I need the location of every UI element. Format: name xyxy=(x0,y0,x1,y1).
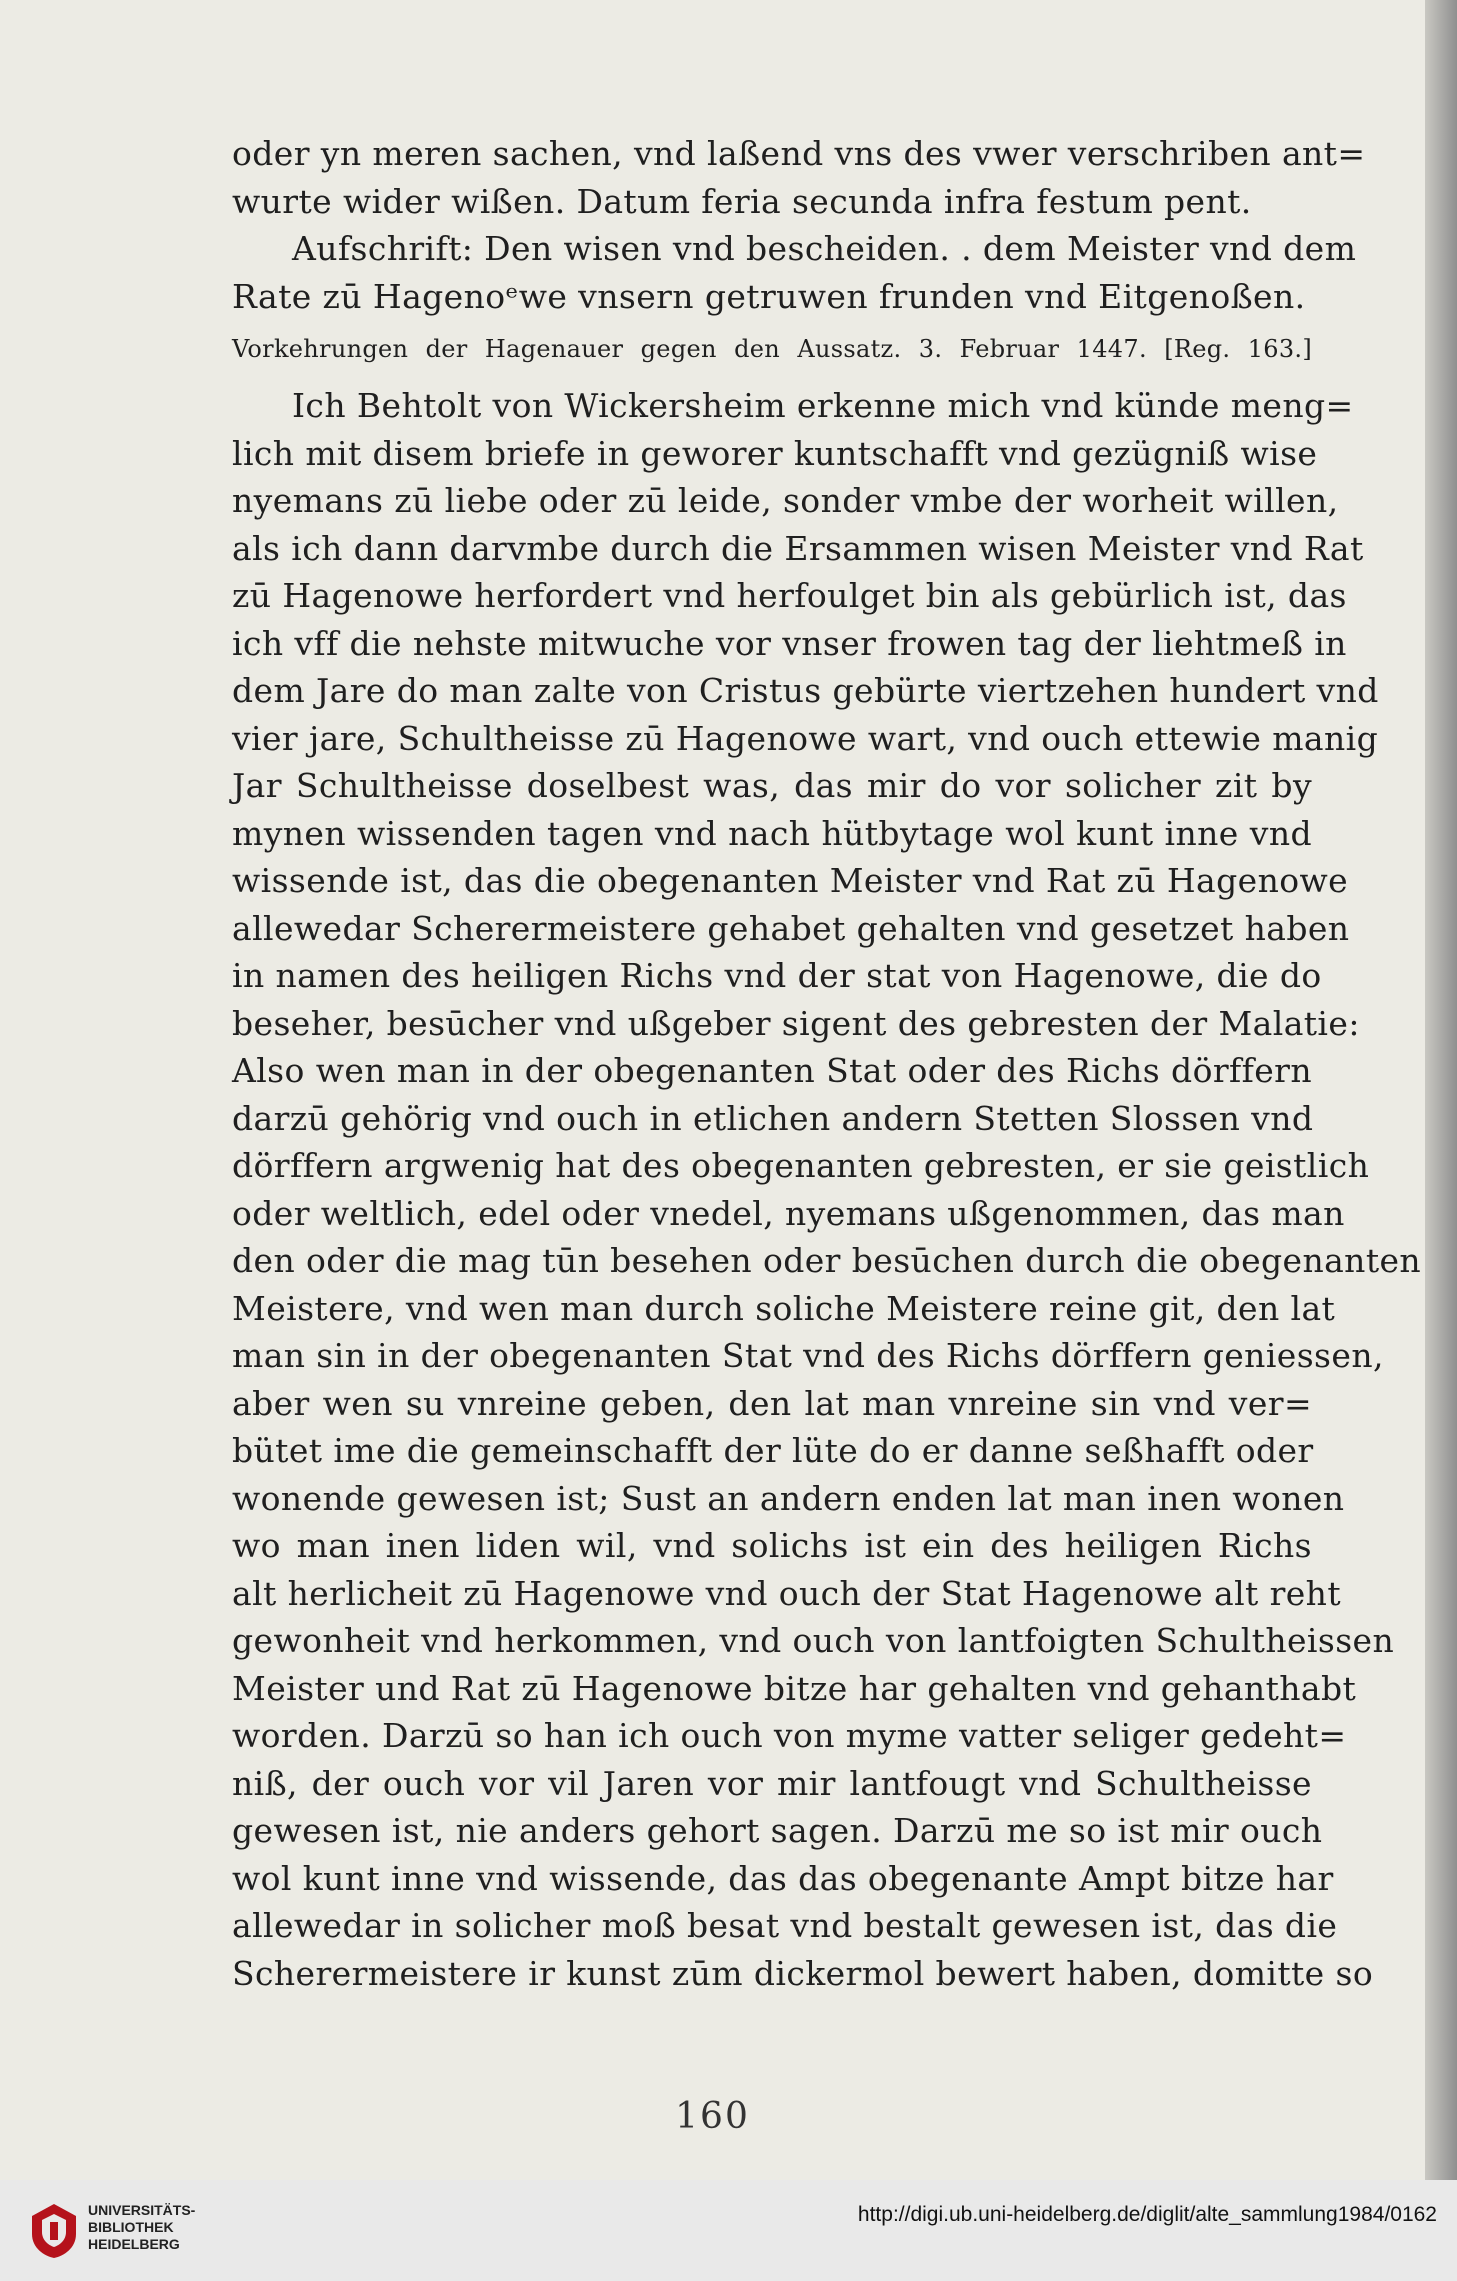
text-line: wissende ist, das die obegenanten Meister vnd Rat zū Hagenowe xyxy=(232,861,1349,900)
text-line: mynen wissenden tagen vnd nach hütbytage wol kunt inne vnd xyxy=(232,813,1312,853)
library-name-line: BIBLIOTHEK xyxy=(88,2219,174,2235)
text-line: wurte wider wißen. Datum feria secunda infra festum pent. xyxy=(232,181,1252,221)
paragraph-address xyxy=(232,225,1357,320)
text-line: den oder die mag tūn besehen oder besūchen durch die obegenanten xyxy=(232,1241,1422,1280)
text-line: bütet ime die gemeinschafft der lüte do er danne seßhafft oder xyxy=(232,1431,1314,1470)
text-line: Aufschrift: Den wisen vnd bescheiden. . dem Meister vnd dem xyxy=(292,229,1357,268)
text-line: vier jare, Schultheisse zū Hagenowe wart, vnd ouch ettewie manig xyxy=(232,718,1379,758)
text-line: in namen des heiligen Richs vnd der stat von Hagenowe, die do xyxy=(232,956,1322,995)
text-line: alt herlicheit zū Hagenowe vnd ouch der Stat Hagenowe alt reht xyxy=(232,1573,1341,1613)
text-line: Meistere, vnd wen man durch soliche Meistere reine git, den lat xyxy=(232,1288,1336,1328)
text-line: gewesen ist, nie anders gehort sagen. Darzū me so ist mir ouch xyxy=(232,1811,1323,1850)
paragraph-body xyxy=(232,382,1422,1997)
text-line: niß, der ouch vor vil Jaren vor mir lantfougt vnd Schultheisse xyxy=(232,1763,1312,1803)
text-line: ich vff die nehste mitwuche vor vnser frowen tag der liehtmeß in xyxy=(232,623,1347,663)
paragraph-closing xyxy=(232,130,1366,225)
text-line: dem Jare do man zalte von Cristus gebürte viertzehen hundert vnd xyxy=(232,671,1379,710)
show-through-text xyxy=(300,55,1320,88)
text-line: nyemans zū liebe oder zū leide, sonder vmbe der worheit willen, xyxy=(232,481,1339,520)
text-line: oder weltlich, edel oder vnedel, nyemans ußgenommen, das man xyxy=(232,1193,1345,1233)
text-line: als ich dann darvmbe durch die Ersammen wisen Meister vnd Rat xyxy=(232,528,1364,568)
page-edge-shadow xyxy=(1425,0,1457,2180)
text-line: allewedar Scherermeistere gehabet gehalten vnd gesetzet haben xyxy=(232,908,1350,948)
text-line: worden. Darzū so han ich ouch von myme vatter seliger gedeht= xyxy=(232,1716,1347,1755)
text-line: Jar Schultheisse doselbest was, das mir do vor solicher zit by xyxy=(232,766,1312,805)
page-number: 160 xyxy=(675,2096,750,2137)
source-url-link[interactable]: http://digi.ub.uni-heidelberg.de/diglit/alte_sammlung1984/0162 xyxy=(857,2203,1437,2226)
library-name-line: HEIDELBERG xyxy=(88,2236,180,2252)
text-line: lich mit disem briefe in geworer kuntschafft vnd gezügniß wise xyxy=(232,433,1318,473)
text-line: man sin in der obegenanten Stat vnd des Richs dörffern geniessen, xyxy=(232,1336,1384,1375)
text-line: Also wen man in der obegenanten Stat oder des Richs dörffern xyxy=(232,1051,1312,1090)
text-line: wo man inen liden wil, vnd solichs ist ein des heiligen Richs xyxy=(232,1526,1312,1565)
text-line: aber wen su vnreine geben, den lat man vnreine sin vnd ver= xyxy=(232,1383,1312,1423)
text-line: gewonheit vnd herkommen, vnd ouch von lantfoigten Schultheissen xyxy=(232,1621,1395,1660)
text-line: wonende gewesen ist; Sust an andern enden lat man inen wonen xyxy=(232,1478,1345,1518)
library-name-line: UNIVERSITÄTS- xyxy=(88,2202,196,2218)
text-line: Scherermeistere ir kunst zūm dickermol bewert haben, domitte so xyxy=(232,1953,1374,1993)
text-line: Ich Behtolt von Wickersheim erkenne mich vnd künde meng= xyxy=(292,386,1354,425)
text-line: Meister und Rat zū Hagenowe bitze har gehalten vnd gehanthabt xyxy=(232,1668,1357,1708)
text-line: dörffern argwenig hat des obegenanten gebresten, er sie geistlich xyxy=(232,1146,1370,1185)
text-line: darzū gehörig vnd ouch in etlichen andern Stetten Slossen vnd xyxy=(232,1098,1314,1138)
text-line: Rate zū Hagenoᵉwe vnsern getruwen frunden vnd Eitgenoßen. xyxy=(232,276,1306,316)
footer-bar xyxy=(0,2180,1457,2281)
text-line: beseher, besūcher vnd ußgeber sigent des gebresten der Malatie: xyxy=(232,1003,1360,1043)
text-line: allewedar in solicher moß besat vnd bestalt gewesen ist, das die xyxy=(232,1906,1338,1945)
library-name xyxy=(88,2202,195,2253)
section-heading: Vorkehrungen der Hagenauer gegen den Aussatz. 3. Februar 1447. [Reg. 163.] xyxy=(232,335,1312,363)
text-line: zū Hagenowe herfordert vnd herfoulget bin als gebürlich ist, das xyxy=(232,576,1347,615)
library-logo-icon xyxy=(28,2202,80,2260)
page-text xyxy=(232,130,1422,1997)
text-line: oder yn meren sachen, vnd laßend vns des vwer verschriben ant= xyxy=(232,134,1366,173)
text-line: wol kunt inne vnd wissende, das das obegenante Ampt bitze har xyxy=(232,1858,1334,1898)
